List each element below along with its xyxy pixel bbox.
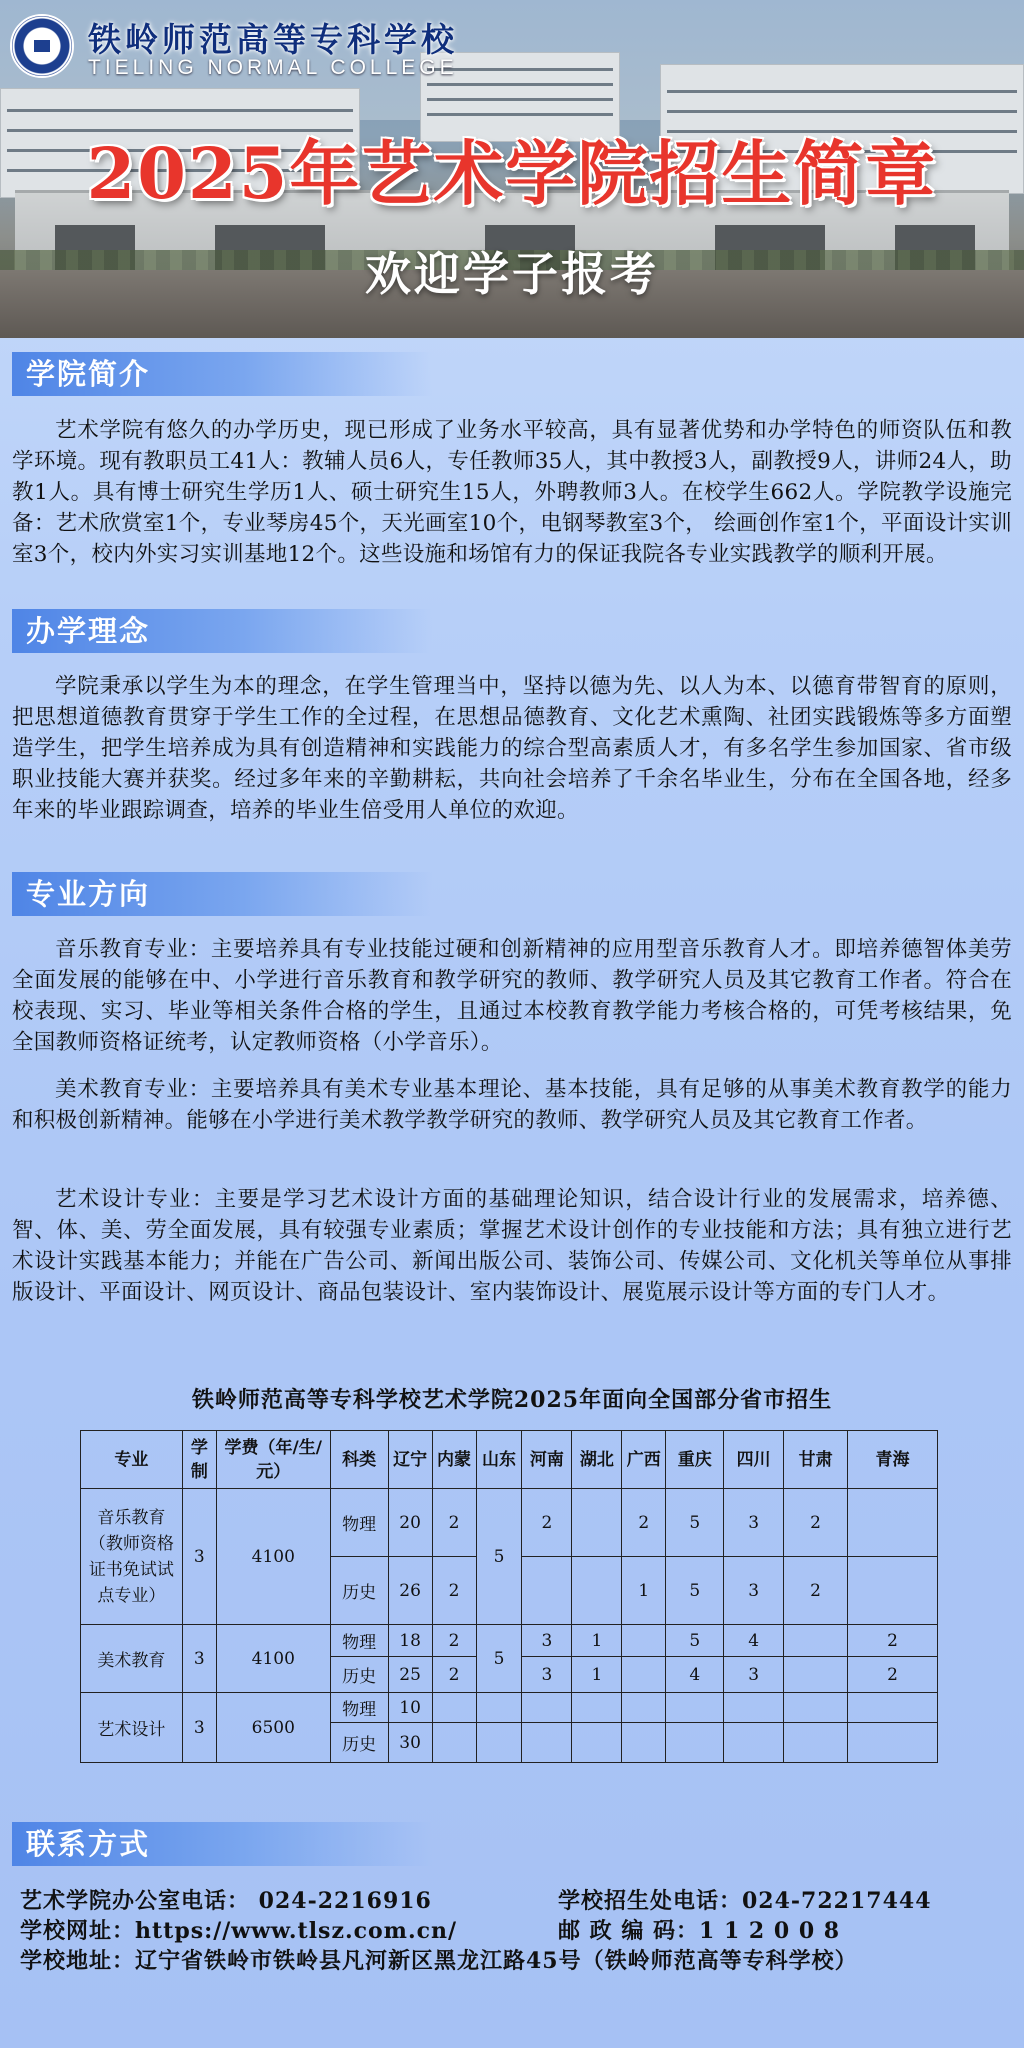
- table-cell: 10: [388, 1693, 432, 1723]
- section-heading-contact: 联系方式: [12, 1822, 432, 1866]
- section-heading-philosophy: 办学理念: [12, 609, 432, 653]
- header-banner: [0, 0, 1024, 338]
- table-cell: 3: [522, 1625, 572, 1657]
- table-cell: [784, 1693, 848, 1723]
- table-cell: 25: [388, 1657, 432, 1693]
- table-cell: [432, 1693, 476, 1723]
- table-cell: [622, 1625, 666, 1657]
- table-row: [81, 1489, 938, 1557]
- table-cell: 3: [724, 1557, 784, 1625]
- table-header-cell: 重庆: [666, 1431, 724, 1489]
- table-cell: 2: [432, 1657, 476, 1693]
- table-cell: [572, 1693, 622, 1723]
- table-cell-major: 音乐教育（教师资格证书免试试点专业）: [81, 1489, 183, 1625]
- table-cell: [522, 1557, 572, 1625]
- table-cell-track: 历史: [330, 1723, 388, 1763]
- table-cell: [622, 1693, 666, 1723]
- major-fineart-paragraph: 美术教育专业：主要培养具有美术专业基本理论、基本技能，具有足够的从事美术教育教学的能力和积极创新精神。能够在小学进行美术教学教学研究的教师、教学研究人员及其它教育工作者。: [12, 1077, 1012, 1133]
- table-cell: [848, 1693, 938, 1723]
- table-cell: [666, 1723, 724, 1763]
- table-cell: [666, 1693, 724, 1723]
- school-name-cn: 铁岭师范高等专科学校: [88, 20, 458, 59]
- school-logo: [10, 14, 74, 78]
- table-cell: 1: [572, 1657, 622, 1693]
- table-cell: [522, 1723, 572, 1763]
- table-cell: 20: [388, 1489, 432, 1557]
- table-header-cell: 河南: [522, 1431, 572, 1489]
- table-cell: 2: [848, 1625, 938, 1657]
- table-cell-years: 3: [182, 1489, 216, 1625]
- table-cell-track: 物理: [330, 1625, 388, 1657]
- table-cell: [522, 1693, 572, 1723]
- table-cell-fee: 4100: [216, 1625, 330, 1693]
- table-cell: [572, 1723, 622, 1763]
- table-cell: [572, 1557, 622, 1625]
- table-cell: 1: [622, 1557, 666, 1625]
- major-design-paragraph: 艺术设计专业：主要是学习艺术设计方面的基础理论知识，结合设计行业的发展需求，培养德、智、体、美、劳全面发展，具有较强专业素质；掌握艺术设计创作的专业技能和方法；具有独立进行艺术设计实践基本能力；并能在广告公司、新闻出版公司、装饰公司、传媒公司、文化机关等单位从事排版设计、平面设计、网页设计、商品包装设计、室内装饰设计、展览展示设计等方面的专门人才。: [12, 1187, 1012, 1305]
- table-cell-major: 美术教育: [81, 1625, 183, 1693]
- table-cell: 3: [724, 1489, 784, 1557]
- table-header-cell: 辽宁: [388, 1431, 432, 1489]
- website: 学校网址：https://www.tlsz.com.cn/: [20, 1918, 458, 1944]
- table-cell-fee: 6500: [216, 1693, 330, 1763]
- admission-table: [80, 1430, 938, 1763]
- table-cell: [476, 1693, 522, 1723]
- table-cell: [622, 1657, 666, 1693]
- table-cell: 5: [476, 1489, 522, 1625]
- postcode: 邮 政 编 码：1 1 2 0 0 8: [558, 1918, 841, 1944]
- table-cell: 5: [666, 1557, 724, 1625]
- table-row: [81, 1625, 938, 1657]
- table-header-cell: 学费（年/生/元）: [216, 1431, 330, 1489]
- table-header-cell: 青海: [848, 1431, 938, 1489]
- table-cell: 1: [572, 1625, 622, 1657]
- table-row: [81, 1693, 938, 1723]
- table-cell: 2: [522, 1489, 572, 1557]
- table-cell-track: 历史: [330, 1557, 388, 1625]
- major-music-paragraph: 音乐教育专业：主要培养具有专业技能过硬和创新精神的应用型音乐教育人才。即培养德智体美劳全面发展的能够在中、小学进行音乐教育和教学研究的教师、教学研究人员及其它教育工作者。符合在校表现、实习、毕业等相关条件合格的学生，且通过本校教育教学能力考核合格的，可凭考核结果，免全国教师资格证统考，认定教师资格（小学音乐）。: [12, 937, 1012, 1055]
- table-cell: [724, 1693, 784, 1723]
- table-cell: 2: [848, 1657, 938, 1693]
- table-header-cell: 科类: [330, 1431, 388, 1489]
- admission-phone: 学校招生处电话：024-72217444: [558, 1888, 932, 1914]
- philosophy-paragraph: 学院秉承以学生为本的理念，在学生管理当中，坚持以德为先、以人为本、以德育带智育的原则，把思想道德教育贯穿于学生工作的全过程，在思想品德教育、文化艺术熏陶、社团实践锻炼等多方面塑造学生，把学生培养成为具有创造精神和实践能力的综合型高素质人才，有多名学生参加国家、省市级职业技能大赛并获奖。经过多年来的辛勤耕耘，共向社会培养了千余名毕业生，分布在全国各地，经多年来的毕业跟踪调查，培养的毕业生倍受用人单位的欢迎。: [12, 674, 1012, 823]
- table-cell: [784, 1625, 848, 1657]
- table-header-cell: 甘肃: [784, 1431, 848, 1489]
- table-header-cell: 湖北: [572, 1431, 622, 1489]
- office-phone: 艺术学院办公室电话： 024-2216916: [20, 1888, 432, 1914]
- table-cell: [572, 1489, 622, 1557]
- table-cell: 5: [666, 1625, 724, 1657]
- table-cell: 2: [622, 1489, 666, 1557]
- table-cell-fee: 4100: [216, 1489, 330, 1625]
- table-cell: [784, 1723, 848, 1763]
- table-cell-years: 3: [182, 1625, 216, 1693]
- page-title: 2025年艺术学院招生简章: [86, 132, 938, 215]
- table-cell: 5: [666, 1489, 724, 1557]
- table-cell: [622, 1723, 666, 1763]
- table-cell: 2: [432, 1557, 476, 1625]
- table-cell-major: 艺术设计: [81, 1693, 183, 1763]
- school-name-en: TIELING NORMAL COLLEGE: [88, 56, 458, 79]
- table-title: 铁岭师范高等专科学校艺术学院2025年面向全国部分省市招生: [191, 1387, 833, 1413]
- table-cell: [724, 1723, 784, 1763]
- table-cell: 3: [724, 1657, 784, 1693]
- table-header-cell: 内蒙: [432, 1431, 476, 1489]
- table-cell-years: 3: [182, 1693, 216, 1763]
- intro-paragraph: 艺术学院有悠久的办学历史，现已形成了业务水平较高，具有显著优势和办学特色的师资队伍和教学环境。现有教职员工41人：教辅人员6人，专任教师35人，其中教授3人，副教授9人，讲师24人，助教1人。具有博士研究生学历1人、硕士研究生15人，外聘教师3人。在校学生662人。学院教学设施完备：艺术欣赏室1个，专业琴房45个，天光画室10个，电钢琴教室3个， 绘画创作室1个，平面设计实训室3个，校内外实习实训基地12个。这些设施和场馆有力的保证我院各专业实践教学的顺利开展。: [12, 418, 1012, 567]
- table-cell: [848, 1723, 938, 1763]
- table-header-row: [81, 1431, 938, 1489]
- table-cell: 4: [666, 1657, 724, 1693]
- address: 学校地址：辽宁省铁岭市铁岭县凡河新区黑龙江路45号（铁岭师范高等专科学校）: [20, 1948, 858, 1974]
- table-cell-track: 历史: [330, 1657, 388, 1693]
- table-cell: 30: [388, 1723, 432, 1763]
- table-header-cell: 山东: [476, 1431, 522, 1489]
- table-cell-track: 物理: [330, 1489, 388, 1557]
- table-cell: 26: [388, 1557, 432, 1625]
- table-header-cell: 四川: [724, 1431, 784, 1489]
- table-cell: [784, 1657, 848, 1693]
- section-heading-intro: 学院简介: [12, 352, 432, 396]
- table-cell: 2: [432, 1489, 476, 1557]
- table-cell: 2: [784, 1489, 848, 1557]
- table-cell: 5: [476, 1625, 522, 1693]
- table-header-cell: 广西: [622, 1431, 666, 1489]
- table-cell: [848, 1557, 938, 1625]
- section-heading-majors: 专业方向: [12, 872, 432, 916]
- welcome-text: 欢迎学子报考: [365, 247, 659, 301]
- table-header-cell: 学制: [182, 1431, 216, 1489]
- table-header-cell: 专业: [81, 1431, 183, 1489]
- table-cell: [848, 1489, 938, 1557]
- table-cell: [432, 1723, 476, 1763]
- table-cell-track: 物理: [330, 1693, 388, 1723]
- table-cell: 2: [432, 1625, 476, 1657]
- table-cell: 18: [388, 1625, 432, 1657]
- table-cell: 2: [784, 1557, 848, 1625]
- table-cell: [476, 1723, 522, 1763]
- table-cell: 3: [522, 1657, 572, 1693]
- table-cell: 4: [724, 1625, 784, 1657]
